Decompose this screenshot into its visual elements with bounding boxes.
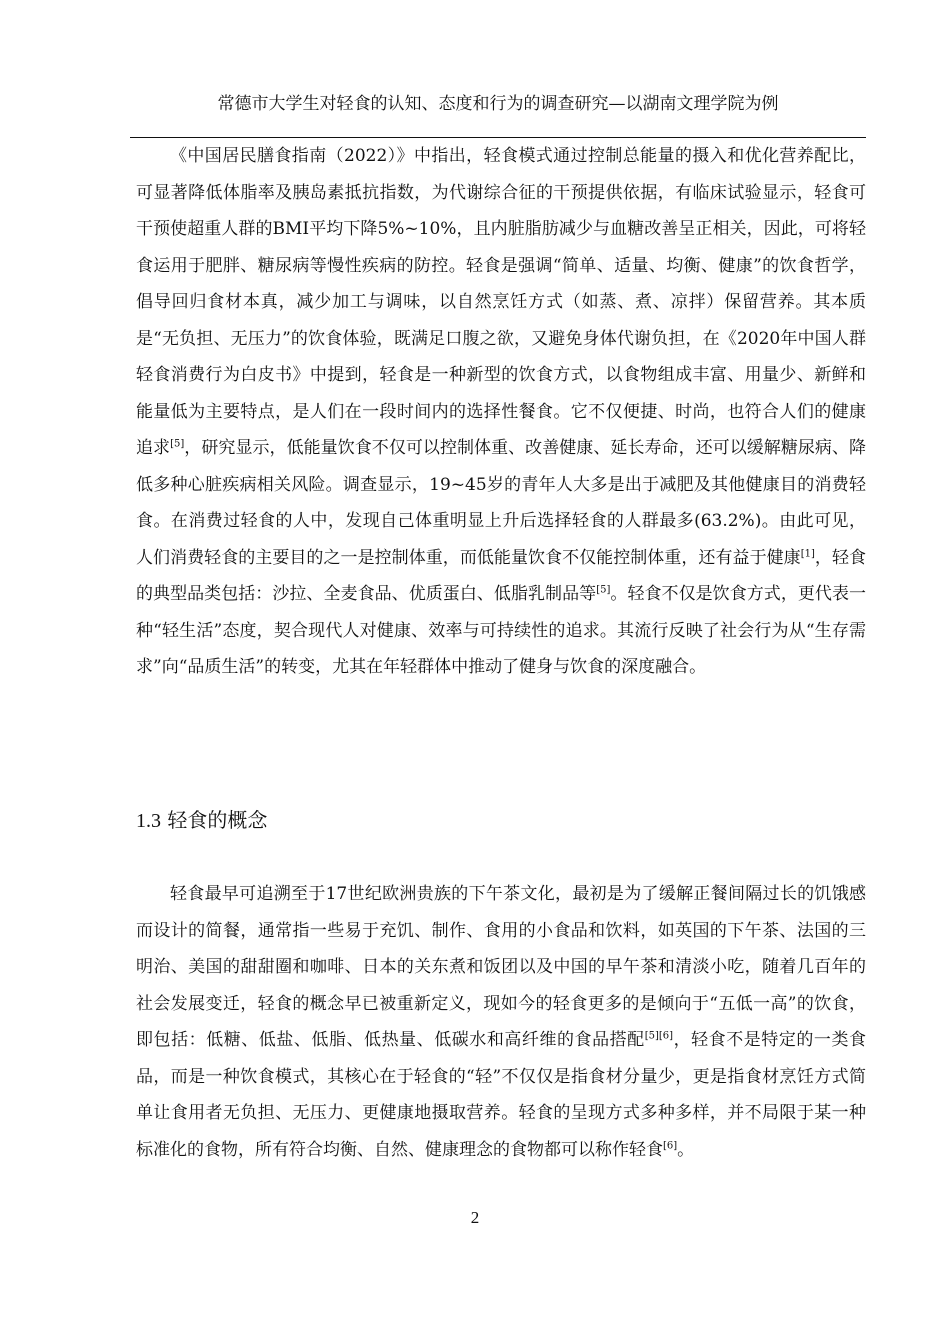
- paragraph-text: 。: [677, 1139, 695, 1160]
- section-title: 轻食的概念: [167, 808, 268, 832]
- paragraph-text: ，轻食的典型品类包括：沙拉、全麦食品、优质蛋白、低脂乳制品等: [136, 547, 867, 604]
- paragraph-text: 。轻食不仅是饮食方式，更代表一种“轻生活”态度，契合现代人对健康、效率与可持续性的追求。其流行反映了社会行为从“生存需求”向“品质生活”的转变，尤其在年轻群体中推动了健身与饮食的深度融合。: [136, 584, 867, 677]
- section-number: 1.3: [136, 810, 161, 832]
- section-heading: [136, 805, 267, 836]
- paragraph-text: ，轻食不是特定的一类食品，而是一种饮食模式，其核心在于轻食的“轻”不仅仅是指食材分量少，更是指食材烹饪方式简单让食用者无负担、无压力、更健康地摄取营养。轻食的呈现方式多种多样，并不局限于某一种标准化的食物，所有符合均衡、自然、健康理念的食物都可以称作轻食: [136, 1030, 867, 1160]
- page-number: 2: [470, 1208, 480, 1227]
- body-paragraph-2: [136, 876, 866, 1168]
- citation-ref[interactable]: [6]: [663, 1139, 678, 1151]
- paragraph-text: 《中国居民膳食指南（2022）》中指出，轻食模式通过控制总能量的摄入和优化营养配比，可显著降低体脂率及胰岛素抵抗指数，为代谢综合征的干预提供依据，有临床试验显示，轻食可干预使超重人群的BMI平均下降5%~10%，且内脏脂肪减少与血糖改善呈正相关，因此，可将轻食运用于肥胖、糖尿病等慢性疾病的防控。轻食是强调“简单、适量、均衡、健康”的饮食哲学，倡导回归食材本真，减少加工与调味，以自然烹饪方式（如蒸、煮、凉拌）保留营养。其本质是“无负担、无压力”的饮食体验，既满足口腹之欲，又避免身体代谢负担，在《2020年中国人群轻食消费行为白皮书》中提到，轻食是一种新型的饮食方式，以食物组成丰富、用量少、新鲜和能量低为主要特点，是人们在一段时间内的选择性餐食。它不仅便捷、时尚，也符合人们的健康追求: [136, 146, 866, 458]
- body-paragraph-1: [136, 138, 866, 686]
- citation-ref[interactable]: [1]: [800, 547, 815, 559]
- citation-ref[interactable]: [5][6]: [644, 1030, 674, 1042]
- citation-ref[interactable]: [5]: [170, 438, 185, 450]
- running-header: 常德市大学生对轻食的认知、态度和行为的调查研究—以湖南文理学院为例: [217, 94, 779, 114]
- paragraph-text: ，研究显示，低能量饮食不仅可以控制体重、改善健康、延长寿命，还可以缓解糖尿病、降低多种心脏疾病相关风险。调查显示，19~45岁的青年人大多是出于减肥及其他健康目的消费轻食。在消费过轻食的人中，发现自己体重明显上升后选择轻食的人群最多(63.2%)。由此可见，人们消费轻食的主要目的之一是控制体重，而低能量饮食不仅能控制体重，还有益于健康: [136, 438, 867, 568]
- paragraph-text: 轻食最早可追溯至于17世纪欧洲贵族的下午茶文化，最初是为了缓解正餐间隔过长的饥饿感而设计的简餐，通常指一些易于充饥、制作、食用的小食品和饮料，如英国的下午茶、法国的三明治、美国的甜甜圈和咖啡、日本的关东煮和饭团以及中国的早午茶和清淡小吃，随着几百年的社会发展变迁，轻食的概念早已被重新定义，现如今的轻食更多的是倾向于“五低一高”的饮食，即包括：低糖、低盐、低脂、低热量、低碳水和高纤维的食品搭配: [136, 884, 866, 1050]
- citation-ref[interactable]: [5]: [596, 584, 611, 596]
